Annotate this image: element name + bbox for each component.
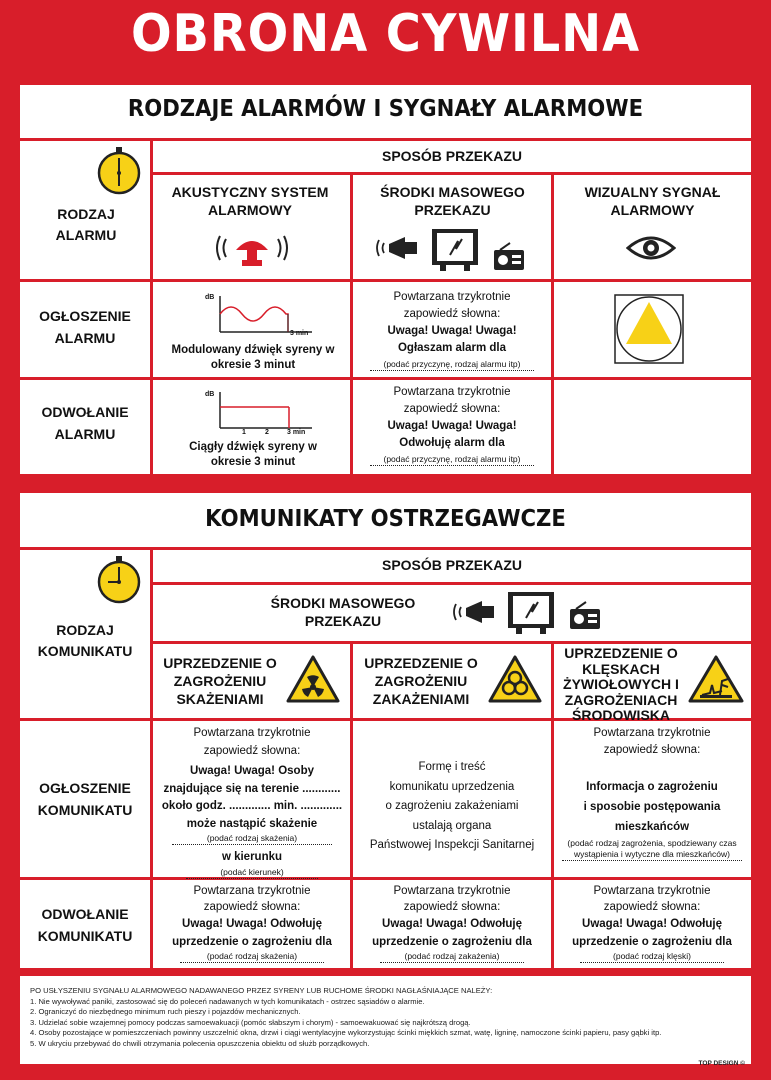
radio-icon [492, 242, 526, 272]
row-header-odwolanie-alarmu: ODWOŁANIE ALARMU [41, 404, 129, 442]
chart-tick-2: 2 [265, 429, 269, 436]
chart-tick-1: 1 [242, 429, 246, 436]
instruction-item: 5. W ukryciu przebywać do chwili otrzymania polecenia opuszczenia obiektu od służb porządkowych. [30, 1038, 370, 1048]
note: (podać kierunek) [186, 867, 318, 879]
col-skazenia-header: UPRZEDZENIE O ZAGROŻENIU SKAŻENIAMI [163, 655, 277, 707]
text-line: Uwaga! Uwaga! Odwołuję [382, 918, 522, 930]
col-media-header: ŚRODKI MASOWEGO PRZEKAZU [380, 184, 525, 218]
brand-label: TOP DESIGN © [698, 1060, 745, 1067]
sposob-przekazu-header: SPOSÓB PRZEKAZU [381, 557, 522, 573]
text-line: ustalają organa [412, 819, 492, 832]
text-line: Uwaga! Uwaga! Odwołuję [582, 918, 722, 930]
text-line: znajdujące się na terenie ............ [163, 782, 341, 795]
text-line: uprzedzenie o zagrożeniu dla [372, 936, 532, 948]
text-line: około godz. ............. min. ............. [161, 800, 343, 812]
chart-tick-3: 3 min [287, 429, 306, 436]
divider [150, 582, 751, 585]
modulated-siren-text: Modulowany dźwięk syreny w okresie 3 minut [171, 344, 335, 371]
media-bold1: Uwaga! Uwaga! Uwaga! [387, 325, 517, 337]
media-line1: Powtarzana trzykrotnie [393, 386, 511, 398]
text-line: zapowiedź słowna: [603, 744, 701, 756]
clock-icon [96, 555, 142, 605]
instruction-item: 2. Ograniczyć do niezbędnego minimum ruch pieszy i pojazdów mechanicznych. [30, 1007, 301, 1016]
text-line: Powtarzana trzykrotnie [593, 885, 711, 897]
visual-alarm-sign [614, 294, 684, 364]
divider [20, 377, 751, 380]
sposob-przekazu-header: SPOSÓB PRZEKAZU [381, 148, 522, 164]
row-header-rodzaj-alarmu: RODZAJ ALARMU [55, 206, 117, 243]
instructions-box [20, 976, 751, 1064]
clock-icon [96, 146, 142, 196]
media-header: ŚRODKI MASOWEGO PRZEKAZU [270, 595, 416, 629]
media-line2: zapowiedź słowna: [403, 403, 501, 415]
divider [20, 279, 751, 282]
row-header-ogloszenie-alarmu: OGŁOSZENIE ALARMU [39, 308, 131, 346]
note: (podać rodzaj skażenia) [180, 951, 324, 963]
chart-db-label: dB [205, 294, 215, 301]
media-announcement-text [356, 289, 548, 371]
text-line: zapowiedź słowna: [603, 900, 701, 913]
media-line2: zapowiedź słowna: [403, 308, 501, 320]
divider [150, 172, 751, 175]
cancel-kleski-text [556, 884, 748, 963]
media-bold1: Uwaga! Uwaga! Uwaga! [387, 420, 517, 432]
section1-title: RODZAJE ALARMÓW I SYGNAŁY ALARMOWE [127, 96, 644, 122]
instruction-item: 4. Osoby pozostające w pomieszczeniach powinny uszczelnić okna, drzwi i ciągi wentylacyjne wykorzystując ścinki miękkich szmat, watę, ligninę, namoczone ścinki papieru, pasy gąbki itp. [30, 1028, 662, 1037]
instructions-heading: PO USŁYSZENIU SYGNAŁU ALARMOWEGO NADAWANEGO PRZEZ SYRENY LUB RUCHOME ŚRODKI NAGŁAŚNIAJĄCE NALEŻY: [30, 986, 493, 995]
row-header-odwolanie-komunikatu: ODWOŁANIE KOMUNIKATU [37, 906, 133, 944]
text-line: komunikatu uprzedzenia [389, 780, 515, 793]
instruction-item: 1. Nie wywoływać paniki, zastosować się do poleceń nadawanych w tych komunikatach - ostrzec sąsiadów o alarmie. [30, 996, 425, 1006]
note: (podać rodzaj zakażenia) [380, 951, 524, 963]
col-zakazenia-header: UPRZEDZENIE O ZAGROŻENIU ZAKAŻENIAMI [364, 655, 478, 707]
divider [350, 641, 353, 968]
instruction-item: 3. Udzielać sobie wzajemnej pomocy podczas samoewakuacji (pomóc słabszym i chorym) - samoewakuować się najkrótszą drogą. [30, 1017, 471, 1027]
divider [20, 138, 751, 141]
text-line: Uwaga! Uwaga! Osoby [190, 765, 314, 777]
note: (podać rodzaj klęski) [580, 951, 724, 963]
environment-warning-icon [688, 655, 744, 703]
media-line1: Powtarzana trzykrotnie [393, 291, 511, 303]
tv-icon [430, 227, 480, 273]
radiation-warning-icon [286, 655, 340, 703]
row-header-ogloszenie-komunikatu: OGŁOSZENIE KOMUNIKATU [37, 780, 133, 818]
chart-x-label: 3 min [290, 330, 309, 337]
cancel-skazenia-text [156, 884, 348, 963]
continuous-siren-text: Ciągły dźwięk syreny w okresie 3 minut [189, 441, 317, 468]
cancel-zakazenia-text [356, 884, 548, 963]
divider [150, 641, 751, 644]
text-line: zapowiedź słowna: [403, 900, 501, 913]
text-line: Powtarzana trzykrotnie [393, 885, 511, 897]
text-line: uprzedzenie o zagrożeniu dla [572, 936, 732, 948]
chart-db-label: dB [205, 391, 215, 398]
text-line: zapowiedź słowna: [203, 900, 301, 913]
text-line: o zagrożeniu zakażeniami [385, 800, 519, 812]
text-line: Powtarzana trzykrotnie [193, 727, 311, 739]
col-acoustic-header: AKUSTYCZNY SYSTEM ALARMOWY [171, 184, 329, 218]
text-line: Powtarzana trzykrotnie [593, 727, 711, 739]
text-line: Państwowej Inspekcji Sanitarnej [369, 839, 535, 851]
text-line: Formę i treść [418, 761, 486, 773]
text-line: zapowiedź słowna: [203, 744, 301, 757]
tv-icon [506, 590, 556, 636]
divider [20, 877, 751, 880]
note: (podać rodzaj skażenia) [172, 833, 332, 845]
text-line: Uwaga! Uwaga! Odwołuję [182, 918, 322, 930]
row-header-rodzaj-komunikatu: RODZAJ KOMUNIKATU [37, 622, 133, 659]
text-line: może nastąpić skażenie [186, 817, 318, 830]
media-cancel-text [356, 384, 548, 466]
text-line: mieszkańców [614, 821, 690, 833]
text-line: i sposobie postępowania [583, 801, 721, 813]
text-line: uprzedzenie o zagrożeniu dla [172, 936, 332, 948]
eye-icon [626, 234, 676, 262]
announcement-zakazenia-text [356, 758, 548, 856]
megaphone-icon [452, 598, 497, 626]
siren-icon [212, 228, 292, 270]
divider [551, 641, 554, 968]
divider [551, 172, 554, 474]
text-line: Powtarzana trzykrotnie [193, 885, 311, 897]
media-bold2: Ogłaszam alarm dla [397, 342, 507, 354]
radio-icon [568, 601, 602, 631]
divider [150, 138, 153, 474]
divider [350, 172, 353, 474]
divider [150, 547, 153, 968]
media-note: (podać przyczynę, rodzaj alarmu itp) [370, 454, 534, 466]
col-kleski-header: UPRZEDZENIE O KLĘSKACH ŻYWIOŁOWYCH I ZAGROŻENIACH ŚRODOWISKA [563, 645, 679, 723]
divider [20, 547, 751, 550]
text-line: Informacja o zagrożeniu [586, 781, 718, 793]
section2-title: KOMUNIKATY OSTRZEGAWCZE [205, 506, 566, 532]
announcement-skazenia-text [156, 725, 348, 879]
page-title: OBRONA CYWILNA [130, 4, 641, 64]
megaphone-icon [375, 234, 420, 262]
announcement-kleski-text [556, 725, 748, 861]
media-bold2: Odwołuję alarm dla [399, 437, 505, 449]
note: (podać rodzaj zagrożenia, spodziewany czas wystąpienia i wytyczne dla mieszkańców) [562, 838, 742, 861]
biohazard-warning-icon [488, 655, 542, 703]
media-note: (podać przyczynę, rodzaj alarmu itp) [370, 359, 534, 371]
col-visual-header: WIZUALNY SYGNAŁ ALARMOWY [584, 184, 721, 218]
text-line: w kierunku [221, 851, 283, 863]
